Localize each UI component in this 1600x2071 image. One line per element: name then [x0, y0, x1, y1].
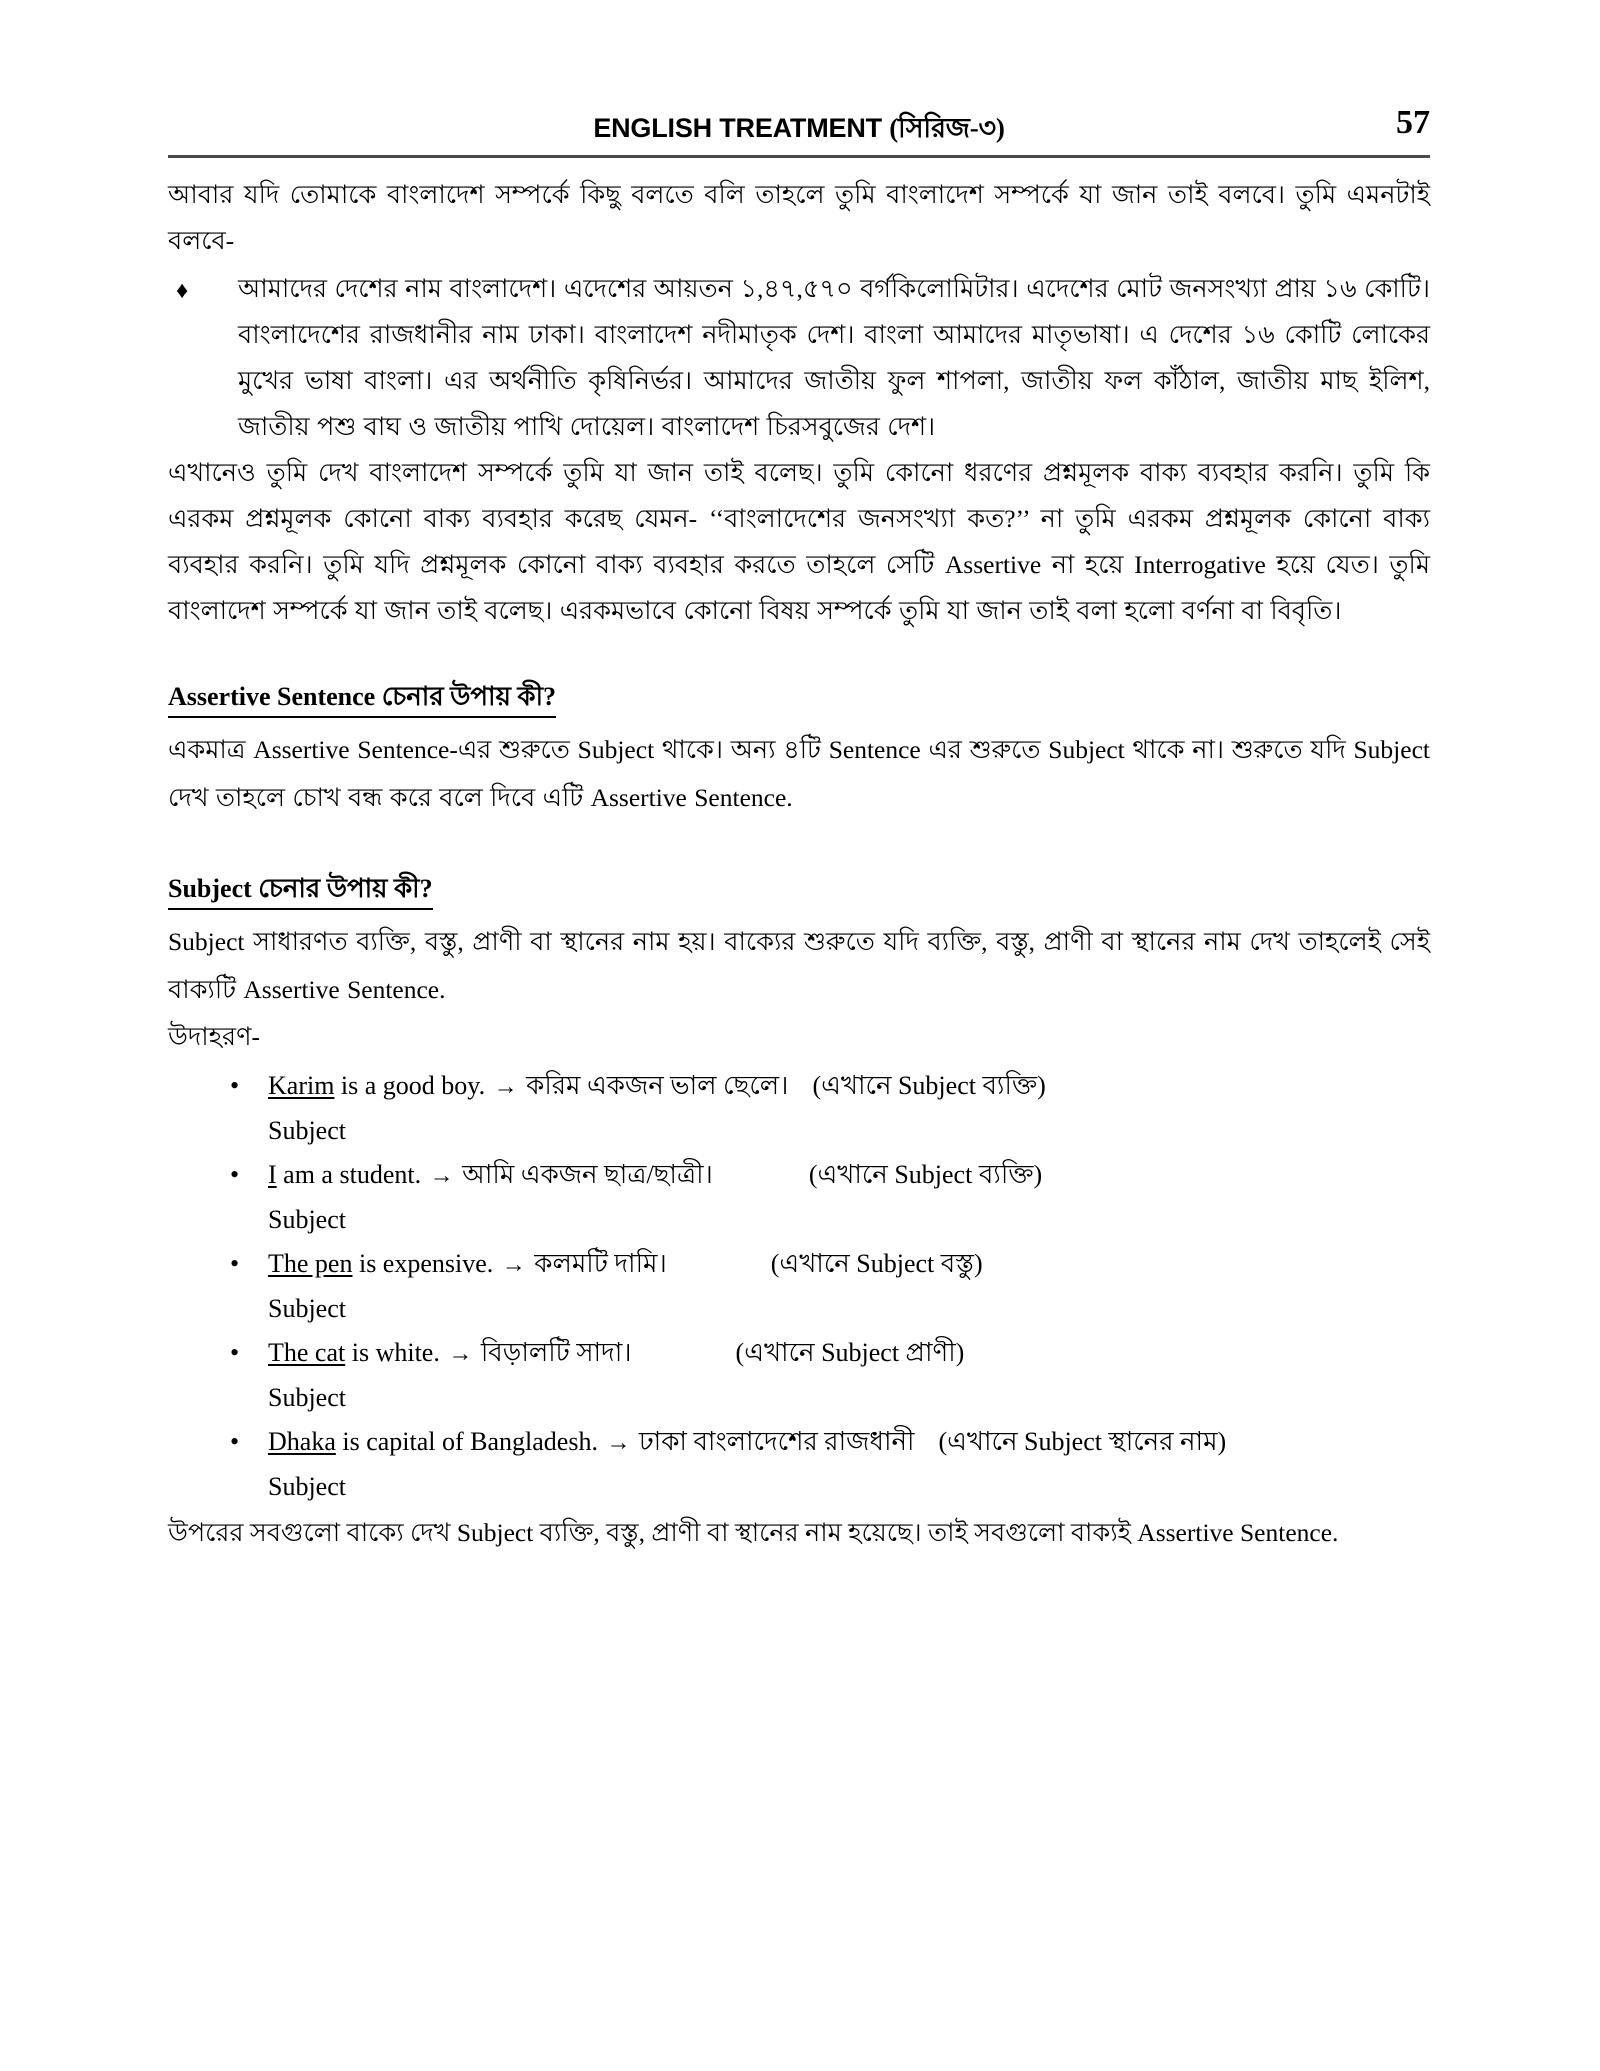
example-predicate: is white. — [345, 1338, 447, 1367]
arrow-icon: → — [448, 1341, 473, 1367]
bullet-icon: • — [230, 1160, 240, 1189]
arrow-icon: → — [501, 1252, 526, 1278]
example-list — [168, 1064, 1430, 1509]
closing-paragraph: উপরের সবগুলো বাক্যে দেখ Subject ব্যক্তি, বস্তু, প্রাণী বা স্থানের নাম হয়েছে। তাই সবগুলো বাক্যই Assertive Sentence. — [168, 1518, 1339, 1547]
assertive-heading-wrap — [168, 678, 1430, 718]
example-sentence — [268, 1153, 1430, 1198]
running-header — [168, 104, 1430, 164]
page-content — [168, 104, 1430, 1555]
diamond-paragraph: আমাদের দেশের নাম বাংলাদেশ। এদেশের আয়তন ১,৪৭,৫৭০ বর্গকিলোমিটার। এদেশের মোট জনসংখ্যা প্রায় ১৬ কোটি। বাংলাদেশের রাজধানীর নাম ঢাকা। বাংলাদেশ নদীমাতৃক দেশ। বাংলা আমাদের মাতৃভাষা। এ দেশের ১৬ কোটি লোকের মুখের ভাষা বাংলা। এর অর্থনীতি কৃষিনির্ভর। আমাদের জাতীয় ফুল শাপলা, জাতীয় ফল কাঁঠাল, জাতীয় মাছ ইলিশ, জাতীয় পশু বাঘ ও জাতীয় পাখি দোয়েল। বাংলাদেশ চিরসবুজের দেশ। — [238, 274, 1430, 441]
subject-annotation: Subject — [268, 1294, 346, 1323]
example-sentence — [268, 1420, 1430, 1465]
example-sentence — [268, 1331, 1430, 1376]
subject-annotation: Subject — [268, 1116, 346, 1145]
subject-section-paragraph: Subject সাধারণত ব্যক্তি, বস্তু, প্রাণী বা স্থানের নাম হয়। বাক্যের শুরুতে যদি ব্যক্তি, বস্তু, প্রাণী বা স্থানের নাম দেখ তাহলেই সেই বাক্যটি Assertive Sentence. — [168, 927, 1430, 1004]
subject-annotation: Subject — [268, 1472, 346, 1501]
example-subject-word: The pen — [268, 1249, 353, 1278]
example-translation: কলমটি দামি। — [527, 1249, 667, 1278]
example-sentence — [268, 1064, 1430, 1109]
diamond-bullet-icon: ♦ — [176, 278, 189, 304]
example-predicate: is capital of Bangladesh. — [335, 1427, 605, 1456]
example-note: (এখানে Subject প্রাণী) — [735, 1338, 965, 1367]
diamond-bullet-block — [168, 266, 1430, 450]
page-number: 57 — [1396, 104, 1430, 141]
assertive-section-heading: Assertive Sentence চেনার উপায় কী? — [168, 678, 556, 718]
subject-section-heading: Subject চেনার উপায় কী? — [168, 870, 433, 910]
example-note: (এখানে Subject ব্যক্তি) — [812, 1071, 1046, 1100]
example-subject-word: I — [268, 1160, 277, 1189]
example-translation: করিম একজন ভাল ছেলে। — [519, 1071, 789, 1100]
subject-annotation: Subject — [268, 1383, 346, 1412]
example-predicate: is a good boy. — [334, 1071, 492, 1100]
explanation-paragraph: এখানেও তুমি দেখ বাংলাদেশ সম্পর্কে তুমি যা জান তাই বলেছ। তুমি কোনো ধরণের প্রশ্নমূলক বাক্য ব্যবহার করনি। তুমি কি এরকম প্রশ্নমূলক কোনো বাক্য ব্যবহার করেছ যেমন- ‘‘বাংলাদেশের জনসংখ্যা কত?’’ না তুমি এরকম প্রশ্নমূলক কোনো বাক্য ব্যবহার করনি। তুমি যদি প্রশ্নমূলক কোনো বাক্য ব্যবহার করতে তাহলে সেটি Assertive না হয়ে Interrogative হয়ে যেত। তুমি বাংলাদেশ সম্পর্কে যা জান তাই বলেছ। এরকমভাবে কোনো বিষয় সম্পর্কে তুমি যা জান তাই বলা হলো বর্ণনা বা বিবৃতি। — [168, 458, 1430, 625]
bullet-icon: • — [230, 1338, 240, 1367]
header-title-bn: (সিরিজ-৩) — [889, 113, 1005, 143]
list-item — [168, 1420, 1430, 1509]
arrow-icon: → — [606, 1430, 631, 1456]
subject-heading-wrap — [168, 870, 1430, 910]
arrow-icon: → — [429, 1163, 454, 1189]
header-title — [168, 108, 1430, 153]
bullet-icon: • — [230, 1071, 240, 1100]
list-item — [168, 1242, 1430, 1331]
example-translation: বিড়ালটি সাদা। — [474, 1338, 632, 1367]
list-item — [168, 1153, 1430, 1242]
examples-label: উদাহরণ- — [168, 1022, 260, 1051]
example-sentence — [268, 1242, 1430, 1287]
example-note: (এখানে Subject স্থানের নাম) — [938, 1427, 1227, 1456]
example-subject-word: The cat — [268, 1338, 346, 1367]
assertive-section-paragraph: একমাত্র Assertive Sentence-এর শুরুতে Subject থাকে। অন্য ৪টি Sentence এর শুরুতে Subject থাকে না। শুরুতে যদি Subject দেখ তাহলে চোখ বন্ধ করে বলে দিবে এটি Assertive Sentence. — [168, 735, 1430, 812]
list-item — [168, 1331, 1430, 1420]
example-predicate: is expensive. — [352, 1249, 500, 1278]
header-divider — [168, 155, 1430, 158]
example-note: (এখানে Subject বস্তু) — [770, 1249, 983, 1278]
list-item — [168, 1064, 1430, 1153]
header-title-en: ENGLISH TREATMENT — [593, 113, 882, 143]
bullet-icon: • — [230, 1249, 240, 1278]
example-translation: আমি একজন ছাত্র/ছাত্রী। — [455, 1160, 713, 1189]
example-subject-word: Dhaka — [268, 1427, 336, 1456]
bullet-icon: • — [230, 1427, 240, 1456]
subject-annotation: Subject — [268, 1205, 346, 1234]
example-predicate: am a student. — [276, 1160, 428, 1189]
example-subject-word: Karim — [268, 1071, 335, 1100]
example-translation: ঢাকা বাংলাদেশের রাজধানী — [632, 1427, 915, 1456]
example-note: (এখানে Subject ব্যক্তি) — [808, 1160, 1043, 1189]
intro-paragraph: আবার যদি তোমাকে বাংলাদেশ সম্পর্কে কিছু বলতে বলি তাহলে তুমি বাংলাদেশ সম্পর্কে যা জান তাই বলবে। তুমি এমনটাই বলবে- — [168, 180, 1430, 255]
arrow-icon: → — [493, 1074, 518, 1100]
